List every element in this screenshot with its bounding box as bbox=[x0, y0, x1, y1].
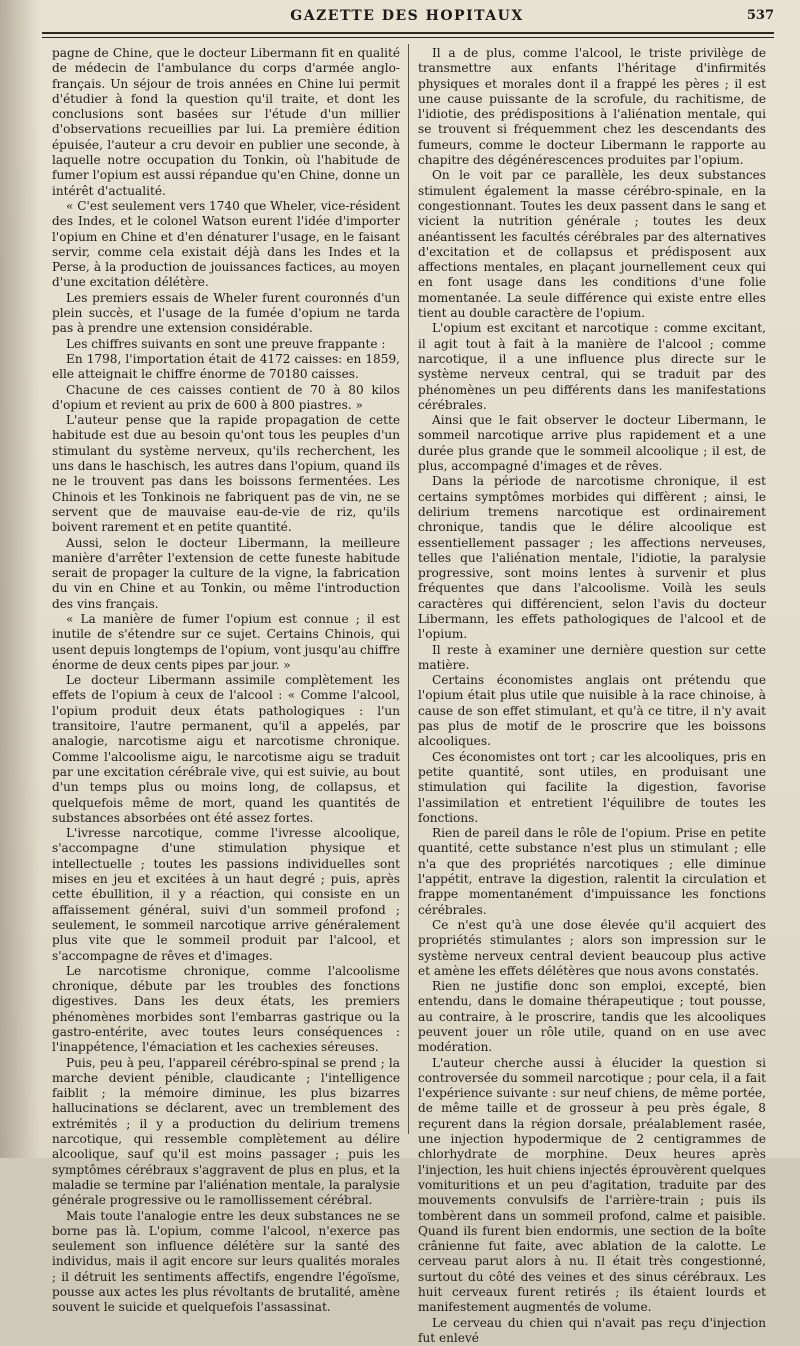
left-column bbox=[52, 46, 400, 1316]
paragraph: Le narcotisme chronique, comme l'alcoolisme chronique, débute par les troubles des fonctions digestives. Dans les deux états, les premiers phénomènes morbides sont l'embarras gastrique ou la gastro-entérite, avec toutes leurs conséquences : l'inappétence, l'émaciation et les cachexies séreuses. bbox=[52, 963, 400, 1055]
paragraph: Ainsi que le fait observer le docteur Libermann, le sommeil narcotique arrive plus rapidement et a une durée plus grande que le sommeil alcoolique ; il est, de plus, accompagné d'images et de rêves. bbox=[418, 413, 766, 474]
paragraph: Le docteur Libermann assimile complètement les effets de l'opium à ceux de l'alcool : « Comme l'alcool, l'opium produit deux états pathologiques : l'un transitoire, l'autre permanent, qu'il a appelés, par analogie, narcotisme aigu et narcotisme chronique. Comme l'alcoolisme aigu, le narcotisme aigu se traduit par une excitation cérébrale vive, qui est suivie, au bout d'un temps plus ou moins long, de collapsus, et quelquefois même de mort, quand les quantités de substances absorbées ont été assez fortes. bbox=[52, 673, 400, 825]
header-rule bbox=[42, 32, 774, 34]
paragraph: Ces économistes ont tort ; car les alcooliques, pris en petite quantité, sont utiles, en produisant une stimulation qui facilite la digestion, favorise l'assimilation et entretient l'équilibre de toutes les fonctions. bbox=[418, 749, 766, 825]
binding-shadow bbox=[0, 0, 40, 1158]
paragraph: Il reste à examiner une dernière question sur cette matière. bbox=[418, 642, 766, 672]
paragraph: On le voit par ce parallèle, les deux substances stimulent également la masse cérébro-spinale, en la congestionnant. Toutes les deux passent dans le sang et vicient la nutrition générale ; toutes les deux anéantissent les facultés cérébrales par des alternatives d'excitation et de collapsus et prédisposent aux affections mentales, en plaçant journellement ceux qui en font usage dans les conditions d'une folie momentanée. La seule différence qui existe entre elles tient au double caractère de l'opium. bbox=[418, 168, 766, 321]
paragraph: Mais toute l'analogie entre les deux substances ne se borne pas là. L'opium, comme l'alcool, n'exerce pas seulement son influence délétère sur la santé des individus, mais il agit encore sur leurs qualités morales ; il détruit les sentiments affectifs, engendre l'égoïsme, pousse aux actes les plus révoltants de brutalité, amène souvent le suicide et quelquefois l'assassinat. bbox=[52, 1208, 400, 1315]
paragraph: Rien de pareil dans le rôle de l'opium. Prise en petite quantité, cette substance n'est plus un stimulant ; elle n'a que des propriétés narcotiques ; elle diminue l'appétit, entrave la digestion, ralentit la circulation et frappe momentanément d'impuissance les fonctions cérébrales. bbox=[418, 826, 766, 917]
paragraph: pagne de Chine, que le docteur Libermann fit en qualité de médecin de l'ambulance du corps d'armée anglo-français. Un séjour de trois années en Chine lui permit d'étudier à fond la question qu'il traite, et dont les conclusions sont basées sur l'étude d'un millier d'observations recueillies par lui. La première édition épuisée, l'auteur a cru devoir en publier une seconde, à laquelle notre occupation du Tonkin, où l'habitude de fumer l'opium est aussi répandue qu'en Chine, donne un intérêt d'actualité. bbox=[52, 46, 400, 198]
paragraph: Certains économistes anglais ont prétendu que l'opium était plus utile que nuisible à la race chinoise, à cause de son effet stimulant, et qu'à ce titre, il n'y avait pas plus de motif de le proscrire que les boissons alcooliques. bbox=[418, 673, 766, 749]
paragraph: L'ivresse narcotique, comme l'ivresse alcoolique, s'accompagne d'une stimulation physique et intellectuelle ; toutes les passions individuelles sont mises en jeu et excitées à un haut degré ; puis, après cette ébullition, il y a réaction, qui consiste en un affaissement général, suivi d'un sommeil profond ; seulement, le sommeil narcotique arrive généralement plus vite que le sommeil produit par l'alcool, et s'accompagne de rêves et d'images. bbox=[52, 826, 400, 963]
paragraph: L'auteur cherche aussi à élucider la question si controversée du sommeil narcotique ; pour cela, il a fait l'expérience suivante : sur neuf chiens, de même portée, de même taille et de grosseur à peu près égale, 8 reçurent dans la région dorsale, préalablement rasée, une injection hypodermique de 2 centigrammes de chlorhydrate de morphine. Deux heures après l'injection, les huit chiens injectés éprouvèrent quelques vomituritions et un peu d'agitation, traduite par des mouvements convulsifs de l'arrière-train ; puis ils tombèrent dans un sommeil profond, calme et paisible. Quand ils furent bien endormis, une section de la boîte crânienne fut faite, avec ablation de la calotte. Le cerveau parut alors à nu. Il était très congestionné, surtout du côté des veines et des sinus cérébraux. Les huit cerveaux furent retirés ; ils étaient lourds et manifestement augmentés de volume. bbox=[418, 1055, 766, 1315]
column-divider bbox=[408, 44, 409, 1134]
paragraph: Rien ne justifie donc son emploi, excepté, bien entendu, dans le domaine thérapeutique ; tout pousse, au contraire, à le proscrire, tandis que les alcooliques peuvent jouer un rôle utile, quand on en use avec modération. bbox=[418, 979, 766, 1055]
paragraph: « La manière de fumer l'opium est connue ; il est inutile de s'étendre sur ce sujet. Certains Chinois, qui usent depuis longtemps de l'opium, vont jusqu'au chiffre énorme de deux cents pipes par jour. » bbox=[52, 611, 400, 672]
page-number: 537 bbox=[746, 8, 774, 23]
paragraph: « C'est seulement vers 1740 que Wheler, vice-résident des Indes, et le colonel Watson eurent l'idée d'importer l'opium en Chine et d'en dénaturer l'usage, en le faisant servir, comme cela existait déjà dans les Indes et la Perse, à la production de jouissances factices, au moyen d'une excitation délétère. bbox=[52, 198, 400, 290]
paragraph: Il a de plus, comme l'alcool, le triste privilège de transmettre aux enfants l'héritage d'infirmités physiques et morales dont il a frappé les pères ; il est une cause puissante de la scrofule, du rachitisme, de l'idiotie, des prédispositions à l'aliénation mentale, qui se trouvent si fréquemment chez les descendants des fumeurs, comme le docteur Libermann le rapporte au chapitre des dégénérescences produites par l'opium. bbox=[418, 46, 766, 168]
paragraph: L'auteur pense que la rapide propagation de cette habitude est due au besoin qu'ont tous les peuples d'un stimulant du système nerveux, qu'ils recherchent, les uns dans le haschisch, les autres dans l'opium, quand ils ne le trouvent pas dans les boissons fermentées. Les Chinois et les Tonkinois ne fabriquent pas de vin, ne se servent que de mauvaise eau-de-vie de riz, qu'ils boivent rarement et en petite quantité. bbox=[52, 413, 400, 535]
paragraph: Le cerveau du chien qui n'avait pas reçu d'injection fut enlevé bbox=[418, 1315, 766, 1345]
paragraph: Dans la période de narcotisme chronique, il est certains symptômes morbides qui diffèrent ; ainsi, le delirium tremens narcotique est ordinairement chronique, tandis que le délire alcoolique est essentiellement passager ; les affections nerveuses, telles que l'aliénation mentale, l'idiotie, la paralysie progressive, sont moins lentes à survenir et plus fréquentes que dans l'alcoolisme. Voilà les seuls caractères qui différencient, selon l'avis du docteur Libermann, les effets pathologiques de l'alcool et de l'opium. bbox=[418, 474, 766, 642]
paragraph: En 1798, l'importation était de 4172 caisses: en 1859, elle atteignait le chiffre énorme de 70180 caisses. bbox=[52, 351, 400, 382]
paragraph: Aussi, selon le docteur Libermann, la meilleure manière d'arrêter l'extension de cette funeste habitude serait de propager la culture de la vigne, la fabrication du vin en Chine et au Tonkin, ou même l'introduction des vins français. bbox=[52, 535, 400, 611]
header-rule-thin bbox=[42, 37, 774, 38]
paragraph: L'opium est excitant et narcotique : comme excitant, il agit tout à fait à la manière de l'alcool ; comme narcotique, il a une influence plus directe sur le système nerveux central, qui se traduit par des phénomènes un peu différents dans les manifestations cérébrales. bbox=[418, 321, 766, 412]
running-head bbox=[40, 6, 774, 30]
paragraph: Ce n'est qu'à une dose élevée qu'il acquiert des propriétés stimulantes ; alors son impression sur le système nerveux central devient beaucoup plus active et amène les effets délétères que nous avons constatés. bbox=[418, 917, 766, 978]
paragraph: Les premiers essais de Wheler furent couronnés d'un plein succès, et l'usage de la fumée d'opium ne tarda pas à prendre une extension considérable. bbox=[52, 290, 400, 336]
journal-title: GAZETTE DES HOPITAUX bbox=[290, 8, 524, 24]
right-column bbox=[418, 46, 766, 1346]
paragraph: Puis, peu à peu, l'appareil cérébro-spinal se prend ; la marche devient pénible, claudicante ; l'intelligence faiblit ; la mémoire diminue, les plus bizarres hallucinations se déclarent, avec un tremblement des extrémités ; il y a production du delirium tremens narcotique, qui ressemble complètement au délire alcoolique, sauf qu'il est moins passager ; puis les symptômes cérébraux s'aggravent de plus en plus, et la maladie se termine par l'aliénation mentale, la paralysie générale progressive ou le ramollissement cérébral. bbox=[52, 1055, 400, 1208]
paragraph: Chacune de ces caisses contient de 70 à 80 kilos d'opium et revient au prix de 600 à 800 piastres. » bbox=[52, 382, 400, 412]
paragraph: Les chiffres suivants en sont une preuve frappante : bbox=[66, 336, 386, 351]
